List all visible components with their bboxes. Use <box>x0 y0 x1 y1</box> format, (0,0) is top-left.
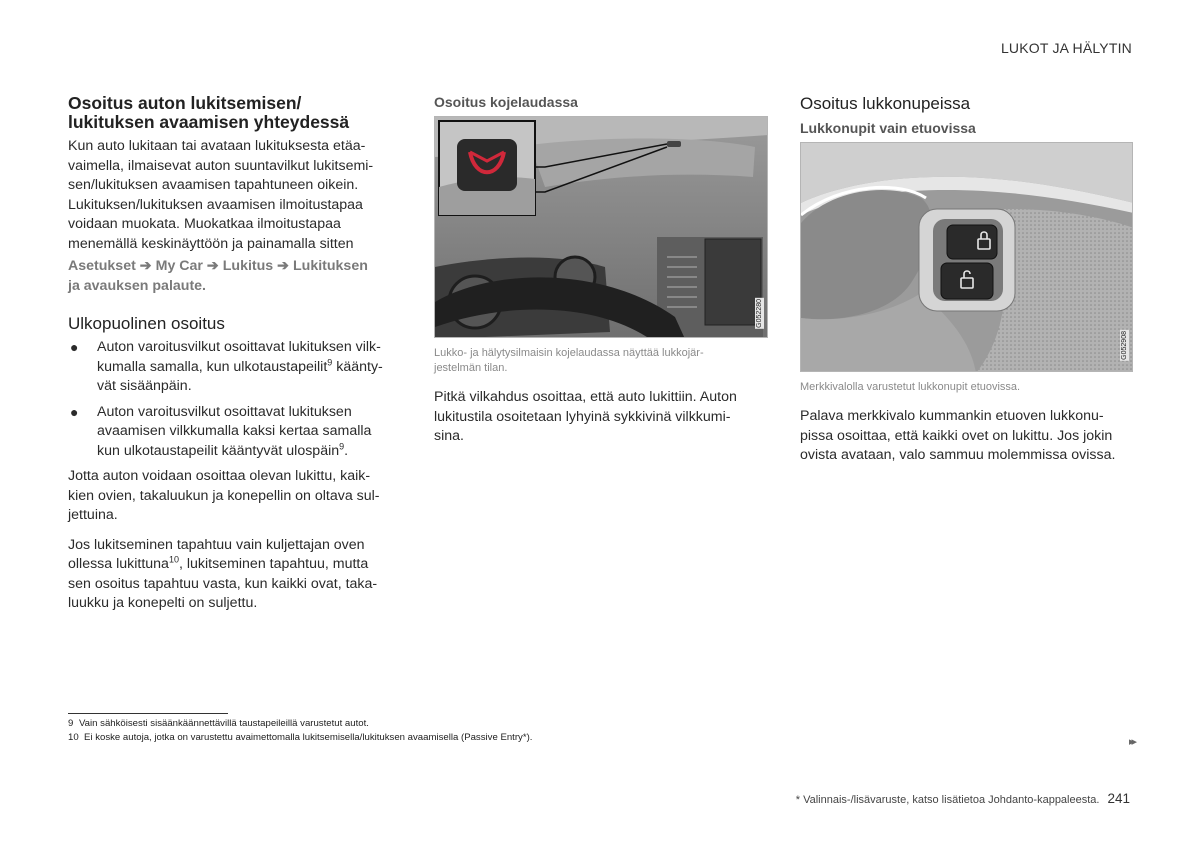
footnotes <box>68 717 532 745</box>
footnote-rule <box>68 713 228 714</box>
bullet-icon: ● <box>70 403 79 420</box>
door-lock-paragraph: Palava merkkivalo kummankin etuoven lukkonu- pissa osoittaa, että kaikki ovet on lukittu. Jos jokin ovista avataan, valo sammuu molemmissa ovissa. <box>800 408 1116 463</box>
settings-path: Asetukset ➔ My Car ➔ Lukitus ➔ Lukituksen ja avauksen palaute. <box>68 258 368 294</box>
arrow-right-icon: ➔ <box>206 258 219 274</box>
intro-paragraph: Kun auto lukitaan tai avataan lukituksesta etäa- vaimella, ilmaisevat auton suuntavilkut lukitsemi- sen/lukituksen avaamisen tapahtuneen oikein. Lukituksen/lukituksen avaamisen ilmoitustapaa voidaan muokata. Muokatkaa ilmoitustapaa menemällä keskinäyttöön ja painamalla sitten <box>68 138 374 252</box>
double-arrow-right-icon[interactable]: ▸▸ <box>1128 736 1134 748</box>
dashboard-drawing <box>435 117 768 338</box>
column-left <box>68 94 398 614</box>
column-right <box>800 94 1133 466</box>
arrow-right-icon: ➔ <box>277 258 290 274</box>
closed-requirement-paragraph: Jotta auton voidaan osoittaa olevan lukittu, kaik- kien ovien, takaluukun ja konepellin on oltava sul- jettuina. <box>68 468 380 523</box>
dashboard-paragraph: Pitkä vilkahdus osoittaa, että auto lukittiin. Auton lukitustila osoitetaan lyhyinä sykkivinä vilkkumi- sina. <box>434 389 737 444</box>
door-lock-illustration <box>800 142 1133 372</box>
page-number: 241 <box>1107 791 1130 806</box>
arrow-right-icon: ➔ <box>139 258 152 274</box>
unlock-button <box>941 263 993 299</box>
optional-equipment-note: * Valinnais-/lisävaruste, katso lisätietoa Johdanto-kappaleesta. <box>795 794 1100 806</box>
door-lock-caption: Merkkivalolla varustetut lukkonupit etuovissa. <box>800 381 1021 393</box>
list-item: ● Auton varoitusvilkut osoittavat lukituksen avaamisen vilkkumalla kaksi kertaa samalla kun ulkotaustapeilit kääntyvät ulospäin$^9$. <box>70 403 372 459</box>
section-title: LUKOT JA HÄLYTIN <box>1000 40 1132 56</box>
bottom-note <box>796 791 1130 806</box>
footnote: 10 Ei koske autoja, jotka on varustettu avaimettomalla lukitsemisella/lukituksen avaamisella (Passive Entry*). <box>68 732 533 743</box>
list-item: ● Auton varoitusvilkut osoittavat lukituksen vilk- kumalla samalla, kun ulkotaustapeilit$^9$ käänty- vät sisäänpäin. <box>70 339 383 394</box>
footnote: 9 Vain sähköisesti sisäänkäännettävillä taustapeileillä varustetut autot. <box>68 718 369 729</box>
driver-door-paragraph: Jos lukitseminen tapahtuu vain kuljettajan oven ollessa lukittuna$^{10}$, lukitseminen tapahtuu, mutta sen osoitus tapahtuu vasta, kun kaikki ovat, taka- luukku ja konepelti on suljettu. <box>68 536 378 611</box>
dashboard-caption: Lukko- ja hälytysilmaisin kojelaudassa näyttää lukkojär- jestelmän tilan. <box>434 347 704 374</box>
bullet-icon: ● <box>70 339 79 355</box>
dashboard-indication-heading: Osoitus kojelaudassa <box>434 94 578 110</box>
figure-code: G052908 <box>1121 331 1128 360</box>
front-doors-subheading: Lukkonupit vain etuovissa <box>800 120 976 136</box>
dashboard-illustration <box>434 116 768 338</box>
indication-list <box>68 338 398 461</box>
lock-knob-heading: Osoitus lukkonupeissa <box>800 94 971 113</box>
column-middle <box>434 94 769 447</box>
external-indication-heading: Ulkopuolinen osoitus <box>68 314 225 333</box>
main-heading: Osoitus auton lukitsemisen/ lukituksen avaamisen yhteydessä <box>68 93 350 132</box>
figure-code: G052280 <box>756 299 763 328</box>
door-drawing <box>801 143 1133 372</box>
